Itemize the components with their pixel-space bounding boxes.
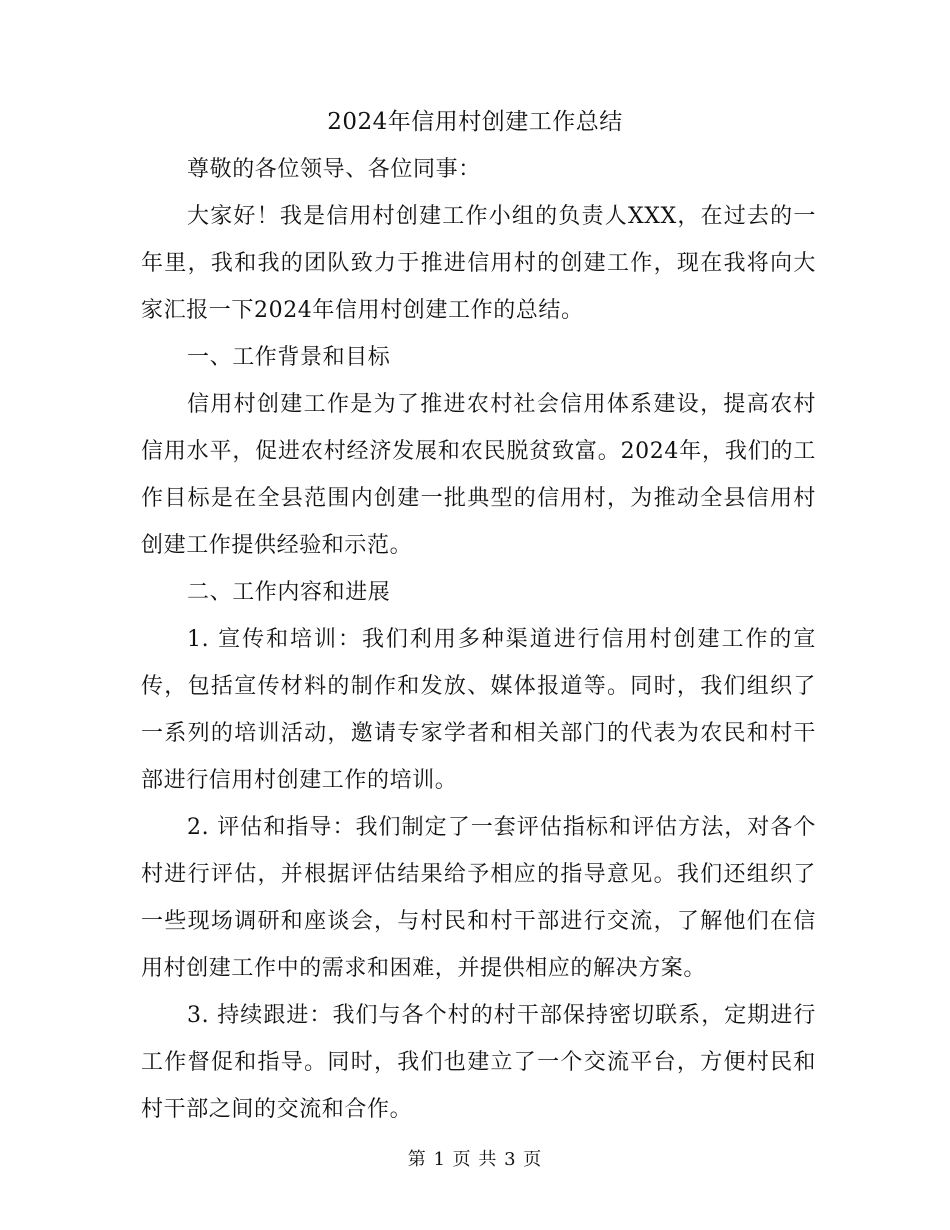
page-footer: 第 1 页 共 3 页 [407, 1149, 543, 1170]
document-title: 2024年信用村创建工作总结 [327, 109, 623, 135]
paragraph-intro: 大家好！我是信用村创建工作小组的负责人XXX，在过去的一年里，我和我的团队致力于推进信用村的创建工作，现在我将向大家汇报一下2024年信用村创建工作的总结。 [141, 204, 816, 323]
salutation: 尊敬的各位领导、各位同事： [187, 157, 481, 182]
section-heading-background: 一、工作背景和目标 [187, 345, 391, 370]
paragraph-item-3: 3. 持续跟进：我们与各个村的村干部保持密切联系，定期进行工作督促和指导。同时，我们也建立了一个交流平台，方便村民和村干部之间的交流和合作。 [141, 1003, 816, 1122]
paragraph-item-1: 1. 宣传和培训：我们利用多种渠道进行信用村创建工作的宣传，包括宣传材料的制作和发放、媒体报道等。同时，我们组织了一系列的培训活动，邀请专家学者和相关部门的代表为农民和村干部进行信用村创建工作的培训。 [141, 627, 816, 793]
document-body [141, 146, 816, 1133]
section-heading-content: 二、工作内容和进展 [187, 580, 391, 605]
paragraph-item-2: 2. 评估和指导：我们制定了一套评估指标和评估方法，对各个村进行评估，并根据评估结果给予相应的指导意见。我们还组织了一些现场调研和座谈会，与村民和村干部进行交流，了解他们在信用村创建工作中的需求和困难，并提供相应的解决方案。 [141, 815, 816, 981]
paragraph-background: 信用村创建工作是为了推进农村社会信用体系建设，提高农村信用水平，促进农村经济发展和农民脱贫致富。2024年，我们的工作目标是在全县范围内创建一批典型的信用村，为推动全县信用村创建工作提供经验和示范。 [141, 392, 816, 558]
